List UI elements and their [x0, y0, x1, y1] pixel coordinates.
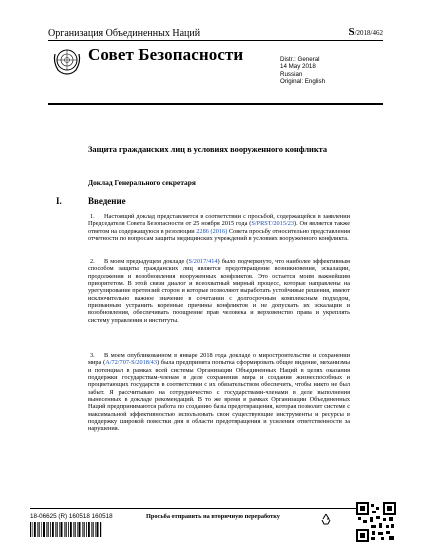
paragraph-1	[88, 213, 350, 242]
footer-rule	[30, 508, 393, 509]
symbol-rest: /2018/462	[354, 29, 383, 37]
paragraph-text: В моем предыдущем докладе (	[104, 258, 189, 265]
footer-doc-number: 18-06625 (R) 160518 160518	[30, 513, 113, 520]
header-rule-thick	[48, 103, 383, 105]
meta-original: Original: English	[280, 77, 326, 85]
paragraph-text: В моем опубликованном в январе 2018 года докладе о миростроительстве и сохранении мира (	[88, 352, 350, 367]
paragraph-text: ) была предпринята попытка сформировать общее видение, механизмы и потенциал в рамках всей системы Организации Объединенных Наций в целях оказания поддержки государствам-членам в деле сохранения мира и создания жизнеспособных и процветающих государств в соответствии с их обязательством обеспечить, чтобы никто не был забыт. Я рассчитываю на сотрудничество с государствами-членами в деле выполнения вынесенных в докладе рекомендаций. В то же время в рамках Организации Объединенных Наций предпринимаются работа по созданию базы предотвращения, которая позволит системе с максимальной эффективностью использовать свои существующие инструменты и ресурсы в поддержку широкой повестки дня в области предотвращения и усиления ответственности за нарушения.	[88, 359, 350, 433]
symbol-main: S	[348, 26, 355, 38]
org-name: Организация Объединенных Наций	[48, 28, 201, 39]
document-link[interactable]: A/72/707-S/2018/43	[105, 359, 157, 367]
council-name: Совет Безопасности	[88, 45, 244, 64]
recycle-text: Просьба отправить на вторичную переработку	[146, 513, 280, 520]
meta-distr: Distr.: General	[280, 56, 320, 63]
un-emblem-icon	[52, 46, 82, 76]
document-title: Защита гражданских лиц в условиях вооруженного конфликта	[88, 145, 328, 154]
paragraph-text: ) было подчеркнуто, что наиболее эффективным способом защиты гражданских лиц является предотвращение возникновения, эскалации, продолжения и возобновления вооруженных конфликтов. Это остается моим важнейшим приоритетом. В этой связи диалог и всеохватный мирный процесс, которые направлены на урегулирование претензий сторон и которые позволяют выработать устойчивые решения, имеют исключительно важное значение в сочетании с долгосрочным комплексным подходом, призванным устранить коренные причины конфликтов и не допускать их эскалации и возобновления, обеспечивать поощрение прав человека и верховенство права и укреплять систему управления и институты.	[88, 258, 351, 324]
document-link[interactable]: S/PRST/2015/23	[251, 220, 295, 228]
paragraph-text: Совета просьбу относительно представления отчетности по вопросам защиты медицинских учреждений в условиях вооруженного конфликта.	[88, 227, 350, 243]
document-subtitle: Доклад Генерального секретаря	[88, 178, 196, 187]
barcode-icon	[30, 522, 102, 537]
paragraph-2	[88, 258, 350, 324]
paragraph-3	[88, 352, 350, 433]
document-link[interactable]: S/2017/414	[188, 258, 218, 265]
paragraph-text: ). Он является также ответом на содержащуюся в резолюции	[88, 220, 350, 235]
header-rule	[48, 40, 383, 41]
qr-code-icon	[356, 502, 396, 542]
paragraph-text: Настоящий доклад представляется в соответствии с просьбой, содержащейся в заявлении Председателя Совета Безопасности от 25 ноября 2015 года (	[88, 213, 350, 228]
paragraph-number: 1.	[90, 213, 95, 220]
document-symbol	[348, 26, 383, 38]
section-number: I.	[56, 196, 62, 206]
paragraph-number: 2.	[90, 258, 95, 265]
paragraph-number: 3.	[90, 352, 95, 359]
resolution-link[interactable]: 2286 (2016)	[196, 227, 228, 235]
meta-date: 14 May 2018	[280, 63, 316, 71]
meta-language: Russian	[280, 70, 303, 78]
section-title: Введение	[88, 196, 126, 206]
document-meta	[280, 56, 325, 85]
recycle-icon	[320, 513, 332, 525]
